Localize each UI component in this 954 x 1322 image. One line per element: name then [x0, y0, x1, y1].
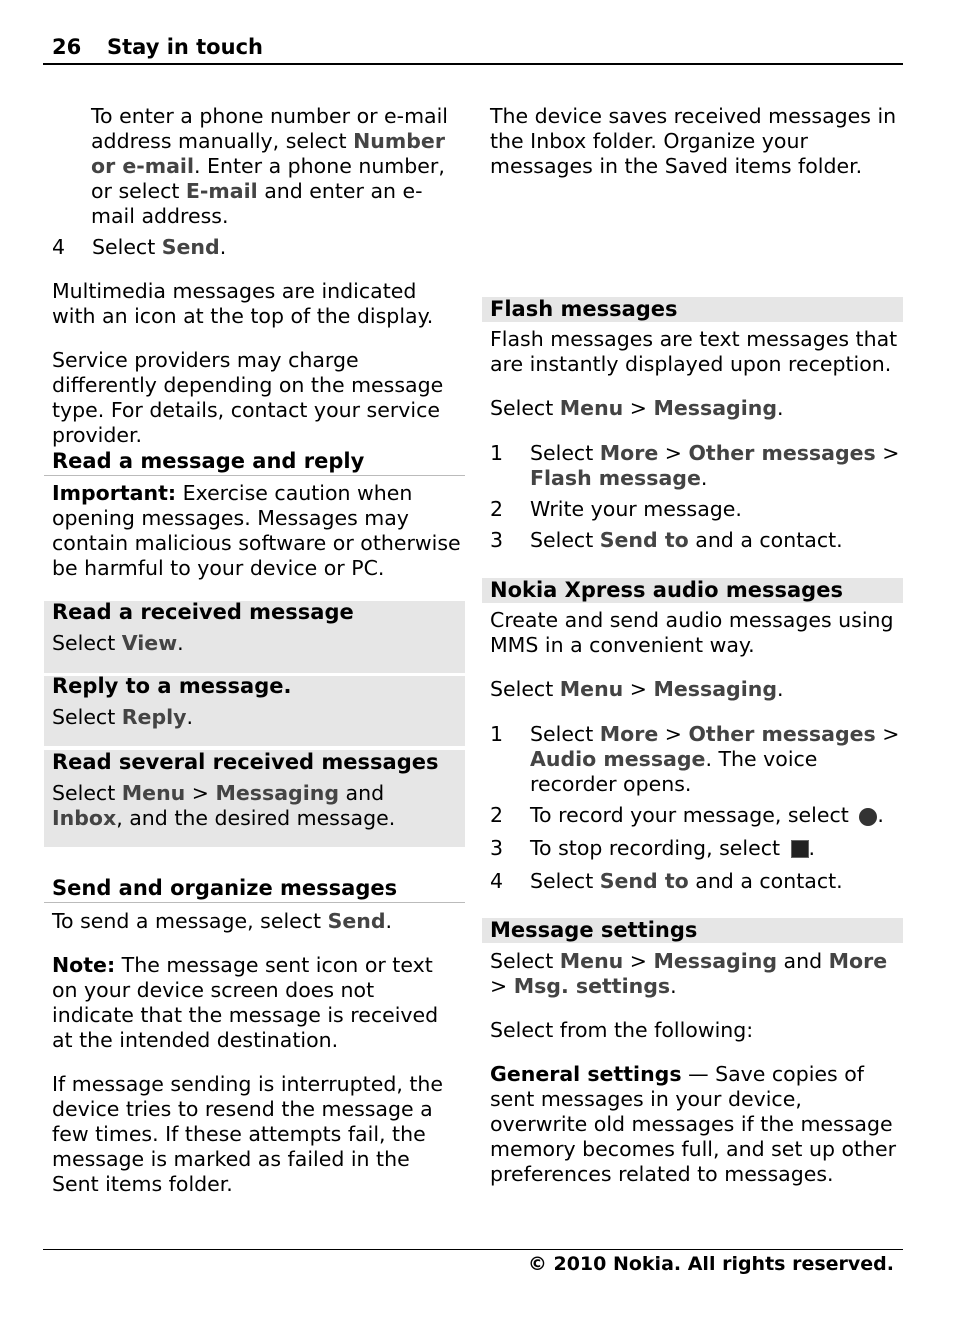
box-read-several-text: Select Menu > Messaging and Inbox, and the desired message. — [52, 781, 396, 830]
flash-step-3: 3 Select Send to and a contact. — [490, 528, 843, 552]
box-reply-text: Select Reply. — [52, 705, 194, 729]
box-read-several-title: Read several received messages — [52, 750, 439, 774]
footer-rule — [43, 1249, 903, 1250]
note-paragraph: Note: The message sent icon or text on your device screen does not indicate that the message is received at the intended destination. — [52, 953, 439, 1052]
xpress-step-3: 3 To stop recording, select . — [490, 836, 816, 860]
header-rule — [43, 63, 903, 65]
settings-section — [490, 949, 900, 1187]
xpress-heading: Nokia Xpress audio messages — [482, 578, 903, 603]
xpress-select-path: Select Menu > Messaging. — [490, 677, 784, 701]
box-reply-title: Reply to a message. — [52, 674, 292, 698]
copyright: © 2010 Nokia. All rights reserved. — [527, 1253, 894, 1275]
box-read-several — [44, 750, 465, 847]
xpress-paragraph: Create and send audio messages using MMS in a convenient way. — [490, 608, 894, 657]
settings-select-path: Select Menu > Messaging and More > Msg. settings. — [490, 949, 888, 998]
saves-paragraph: The device saves received messages in the Inbox folder. Organize your messages in the Saved items folder. — [490, 104, 897, 178]
flash-step-2: 2 Write your message. — [490, 497, 742, 521]
flash-select-path: Select Menu > Messaging. — [490, 396, 784, 420]
chapter-title: Stay in touch — [107, 35, 263, 59]
send-paragraph: To send a message, select Send. — [52, 909, 393, 933]
xpress-step-4: 4 Select Send to and a contact. — [490, 869, 843, 893]
record-icon — [859, 808, 877, 826]
read-heading: Read a message and reply — [52, 449, 365, 473]
box-reply — [44, 676, 465, 746]
send-heading: Send and organize messages — [52, 876, 398, 900]
step-4: 4 Select Send. — [52, 235, 227, 259]
xpress-step-2: 2 To record your message, select . — [490, 803, 884, 827]
select-from-paragraph: Select from the following: — [490, 1018, 754, 1042]
xpress-section — [490, 608, 900, 894]
settings-heading: Message settings — [482, 918, 903, 943]
box-read-received — [44, 601, 465, 673]
manual-entry-paragraph: To enter a phone number or e-mail address manually, select Number or e-mail. Enter a phone number, or select E-mail and enter an e-mail address. — [91, 104, 448, 228]
important-paragraph: Important: Exercise caution when opening messages. Messages may contain malicious software or otherwise be harmful to your device or PC. — [52, 481, 461, 580]
flash-heading: Flash messages — [482, 297, 903, 322]
flash-step-1: 1 Select More > Other messages > Flash message. — [490, 441, 900, 490]
page-number: 26 — [52, 35, 82, 59]
flash-section — [490, 327, 900, 553]
box-read-received-title: Read a received message — [52, 600, 354, 624]
box-read-received-text: Select View. — [52, 631, 184, 655]
charge-paragraph: Service providers may charge differently depending on the message type. For details, contact your service provider. — [52, 348, 444, 447]
xpress-step-1: 1 Select More > Other messages > Audio message. The voice recorder opens. — [490, 722, 900, 796]
stop-icon — [791, 840, 809, 858]
general-settings-paragraph: General settings — Save copies of sent messages in your device, overwrite old messages if the message memory becomes full, and set up other preferences related to messages. — [490, 1062, 897, 1186]
flash-paragraph: Flash messages are text messages that are instantly displayed upon reception. — [490, 327, 898, 376]
send-section — [52, 909, 462, 1197]
send-heading-rule — [44, 902, 465, 903]
interrupt-paragraph: If message sending is interrupted, the device tries to resend the message a few times. If these attempts fail, the message is marked as failed in the Sent items folder. — [52, 1072, 444, 1196]
left-column — [52, 104, 462, 448]
read-heading-rule — [44, 475, 465, 476]
mms-paragraph: Multimedia messages are indicated with an icon at the top of the display. — [52, 279, 434, 328]
